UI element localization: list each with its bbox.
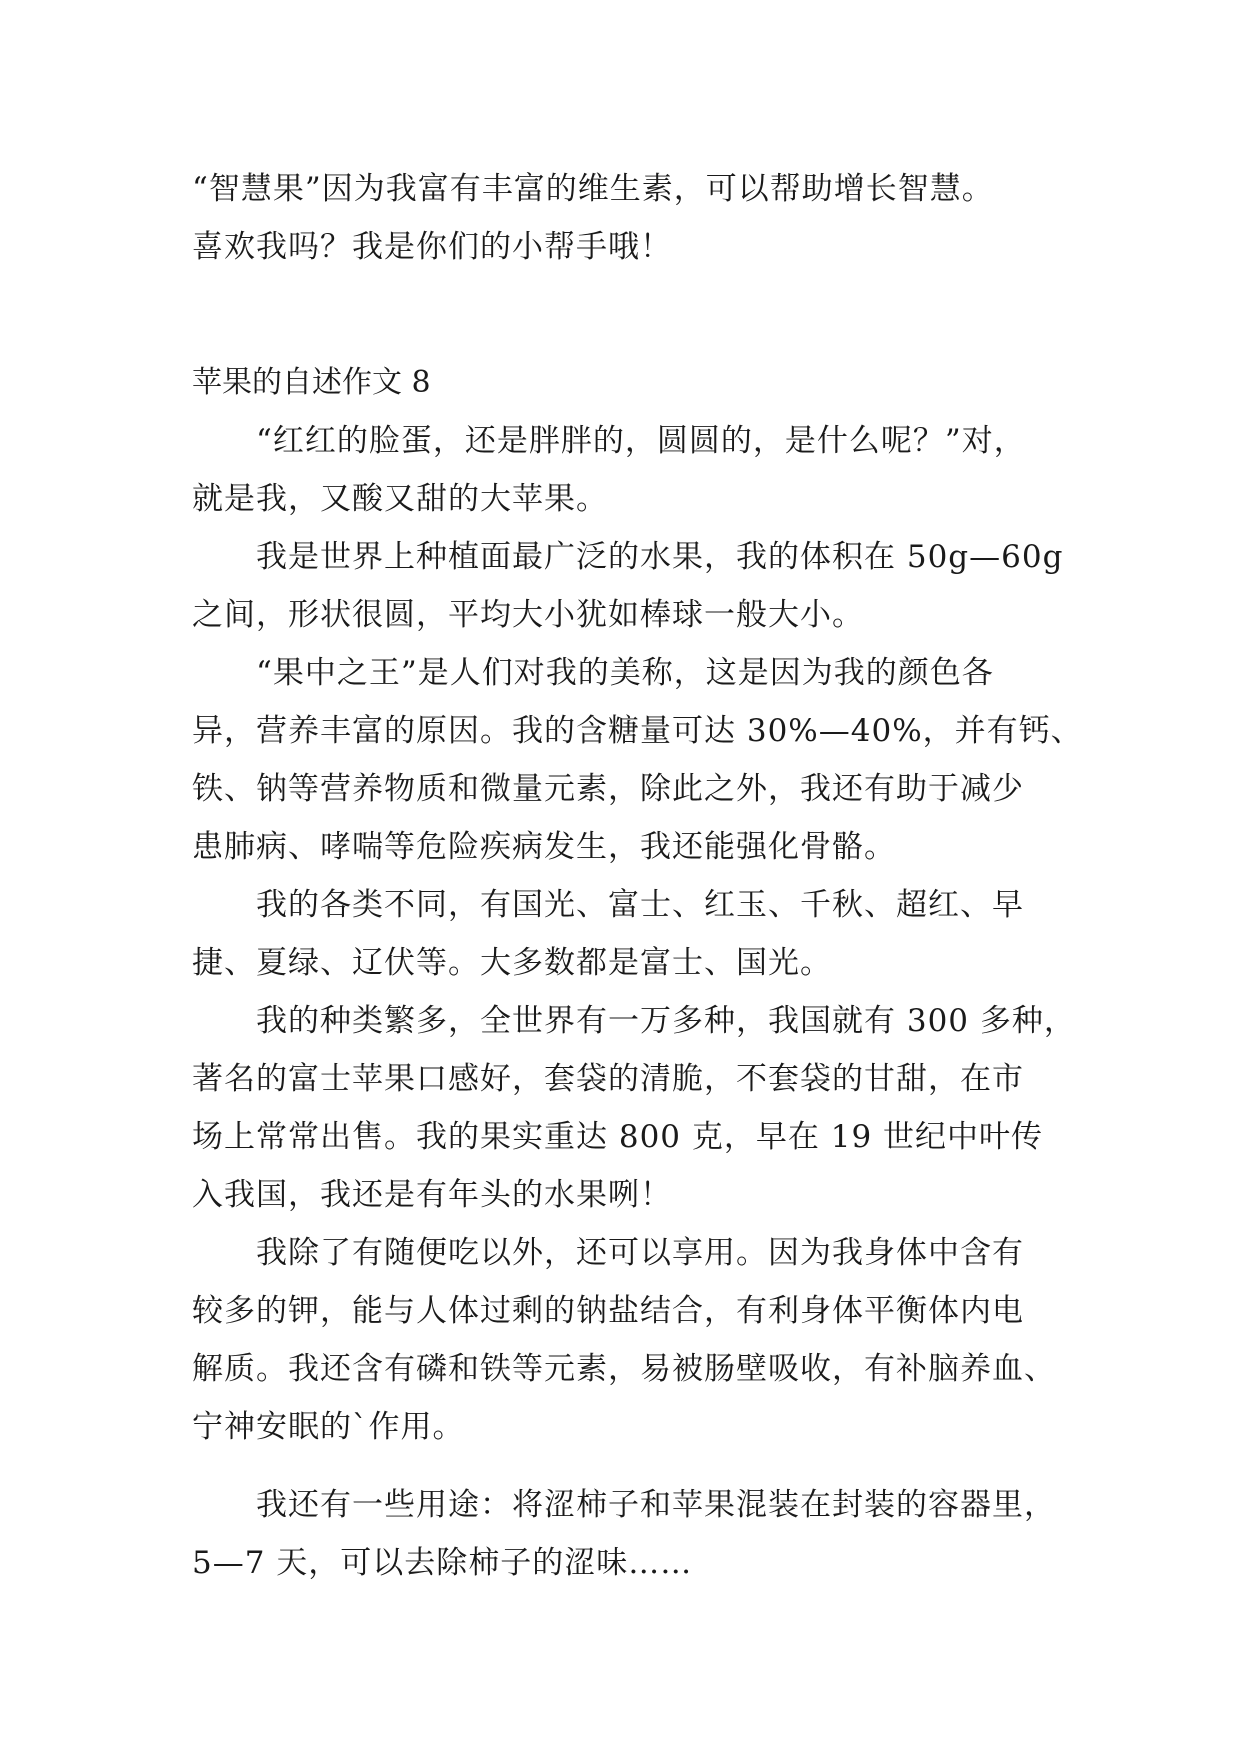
paragraph <box>192 1476 1072 1592</box>
paragraph-line: 我除了有随便吃以外，还可以享用。因为我身体中含有 <box>192 1235 1024 1271</box>
paragraph-line: 著名的富士苹果口感好，套袋的清脆，不套袋的甘甜，在市 <box>192 1061 1024 1097</box>
paragraph-line: 5—7 天，可以去除柿子的涩味…… <box>192 1545 693 1581</box>
paragraph-line: 宁神安眠的`作用。 <box>192 1409 465 1445</box>
paragraph-line: 我还有一些用途：将涩柿子和苹果混装在封装的容器里， <box>192 1487 1056 1523</box>
paragraph-line: 较多的钾，能与人体过剩的钠盐结合，有利身体平衡体内电 <box>192 1293 1024 1329</box>
paragraph-line: 我的种类繁多，全世界有一万多种，我国就有 300 多种， <box>192 1003 1076 1039</box>
paragraph <box>192 528 1072 644</box>
paragraph-line: 异，营养丰富的原因。我的含糖量可达 30%—40%，并有钙、 <box>192 713 1083 749</box>
spacer <box>192 276 1072 354</box>
paragraph <box>192 1224 1072 1456</box>
paragraph <box>192 992 1076 1224</box>
essay-title: 苹果的自述作文 8 <box>192 365 431 400</box>
paragraph-line: 解质。我还含有磷和铁等元素，易被肠壁吸收，有补脑养血、 <box>192 1351 1056 1387</box>
paragraph-line: 入我国，我还是有年头的水果咧！ <box>192 1177 672 1213</box>
paragraph-line: 之间，形状很圆，平均大小犹如棒球一般大小。 <box>192 597 864 633</box>
paragraph-line: 患肺病、哮喘等危险疾病发生，我还能强化骨骼。 <box>192 829 896 865</box>
paragraph <box>192 644 1083 876</box>
paragraph-line: 我的各类不同，有国光、富士、红玉、千秋、超红、早 <box>192 887 1024 923</box>
paragraph-line: “果中之王”是人们对我的美称，这是因为我的颜色各 <box>192 655 994 691</box>
paragraph-line: “红红的脸蛋，还是胖胖的，圆圆的，是什么呢？”对， <box>192 423 1026 459</box>
document-body <box>192 160 1083 1592</box>
paragraph-line: 就是我，又酸又甜的大苹果。 <box>192 481 608 517</box>
intro-line: 喜欢我吗？我是你们的小帮手哦！ <box>192 229 672 265</box>
paragraph-line: 我是世界上种植面最广泛的水果，我的体积在 50g—60g <box>192 539 1064 575</box>
paragraph <box>192 876 1072 992</box>
paragraph-line: 场上常常出售。我的果实重达 800 克，早在 19 世纪中叶传 <box>192 1119 1044 1155</box>
paragraph-line: 铁、钠等营养物质和微量元素，除此之外，我还有助于减少 <box>192 771 1024 807</box>
intro-line: “智慧果”因为我富有丰富的维生素，可以帮助增长智慧。 <box>192 171 994 207</box>
paragraph <box>192 412 1072 528</box>
paragraph-line: 捷、夏绿、辽伏等。大多数都是富士、国光。 <box>192 945 832 981</box>
spacer <box>192 1456 1072 1476</box>
